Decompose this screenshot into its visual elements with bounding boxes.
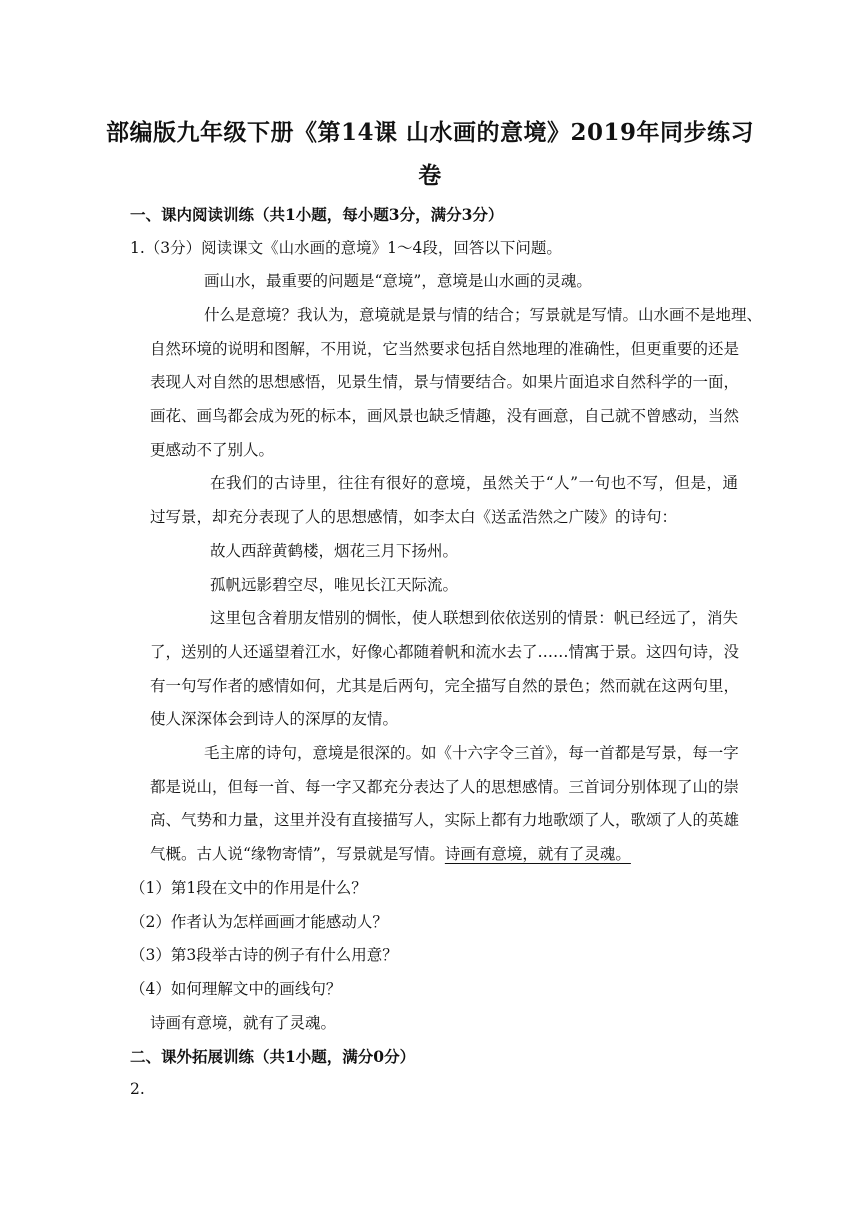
passage-p3-line: 在我们的古诗里，往往有很好的意境，虽然关于“人”一句也不写，但是，通 [210,474,738,492]
passage-p2-line: 什么是意境？我认为，意境就是景与情的结合；写景就是写情。山水画不是地理、 [204,306,763,324]
section-1-heading: 一、课内阅读训练（共1小题，每小题3分，满分3分） [130,205,504,224]
passage-p3-line: 过写景，却充分表现了人的思想感情，如李太白《送孟浩然之广陵》的诗句： [150,508,678,526]
passage-p5-line [150,842,631,864]
poem-line-1: 故人西辞黄鹤楼，烟花三月下扬州。 [210,542,459,560]
passage-p2-line: 更感动不了别人。 [150,441,275,459]
document-title-line-2: 卷 [418,162,442,189]
passage-p2-line: 表现人对自然的思想感悟，见景生情，景与情要结合。如果片面追求自然科学的一面， [150,373,740,391]
underlined-sentence: 诗画有意境，就有了灵魂。 [444,845,631,863]
passage-paragraph-1: 画山水，最重要的问题是“意境”，意境是山水画的灵魂。 [204,272,592,290]
question-1-stem: 1.（3分）阅读课文《山水画的意境》1～4段，回答以下问题。 [130,239,562,257]
passage-p5-line: 毛主席的诗句，意境是很深的。如《十六字令三首》，每一首都是写景，每一字 [204,744,739,762]
sub-question-1: （1）第1段在文中的作用是什么？ [130,879,367,897]
sub-question-4: （4）如何理解文中的画线句？ [130,980,342,998]
passage-p4-line: 了，送别的人还遥望着江水，好像心都随着帆和流水去了……情寓于景。这四句诗，没 [150,643,740,661]
passage-p2-line: 自然环境的说明和图解，不用说，它当然要求包括自然地理的准确性，但更重要的还是 [150,340,740,358]
section-2-heading: 二、课外拓展训练（共1小题，满分0分） [130,1047,416,1066]
poem-line-2: 孤帆远影碧空尽，唯见长江天际流。 [210,576,459,594]
passage-p2-line: 画花、画鸟都会成为死的标本，画风景也缺乏情趣，没有画意，自己就不曾感动，当然 [150,407,740,425]
passage-p4-line: 使人深深体会到诗人的深厚的友情。 [150,710,399,728]
passage-p4-line: 这里包含着朋友惜别的惆怅，使人联想到依依送别的情景：帆已经远了，消失 [210,609,738,627]
sub-question-2: （2）作者认为怎样画画才能感动人？ [130,913,388,931]
document-title-line-1: 部编版九年级下册《第14课 山水画的意境》2019年同步练习 [105,119,755,146]
quoted-sentence: 诗画有意境，就有了灵魂。 [150,1014,337,1032]
question-2-number: 2. [130,1080,145,1098]
passage-p5-line: 都是说山，但每一首、每一字又都充分表达了人的思想感情。三首词分别体现了山的崇 [150,778,740,796]
passage-p5-line: 高、气势和力量，这里并没有直接描写人，实际上都有力地歌颂了人，歌颂了人的英雄 [150,811,740,829]
sub-question-3: （3）第3段举古诗的例子有什么用意？ [130,946,398,964]
passage-p5-last-text: 气概。古人说“缘物寄情”，写景就是写情。 [150,845,445,863]
passage-p4-line: 有一句写作者的感情如何，尤其是后两句，完全描写自然的景色；然而就在这两句里， [150,677,740,695]
